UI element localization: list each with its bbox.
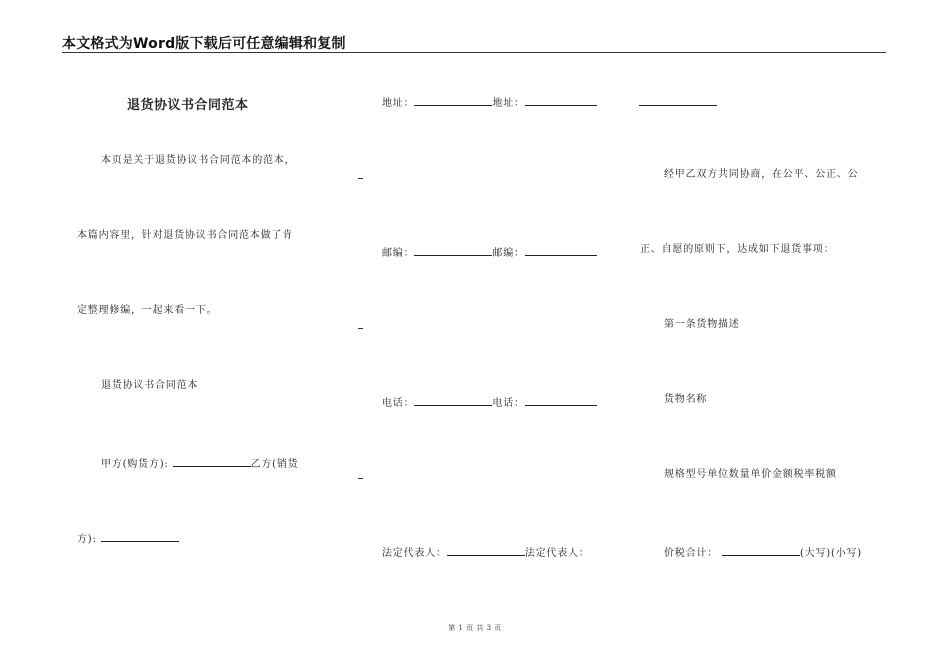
party-a-blank <box>173 455 251 467</box>
top-blank-line <box>639 94 717 110</box>
amount-case-label: (大写)(小写) <box>799 548 862 559</box>
address-label-a: 地址： <box>382 98 415 109</box>
goods-columns-header: 规格型号单位数量单价金额税率税额 <box>664 469 837 480</box>
phone-blank-a <box>414 394 492 406</box>
address-line <box>382 94 597 110</box>
phone-label-b: 电话： <box>492 398 525 409</box>
article-one-heading: 第一条货物描述 <box>664 319 740 330</box>
document-title: 退货协议书合同范本 <box>127 98 249 113</box>
legal-rep-blank <box>447 544 525 556</box>
phone-blank-b <box>525 394 597 406</box>
intro-line-1: 本页是关于退货协议书合同范本的范本， <box>101 155 296 166</box>
column-dash <box>358 328 363 329</box>
postcode-line <box>382 244 597 260</box>
party-line <box>101 455 298 471</box>
postcode-blank-a <box>414 244 492 256</box>
party-b-label: 乙方(销货 <box>250 459 299 470</box>
phone-label-a: 电话： <box>382 398 415 409</box>
address-blank-a <box>414 94 492 106</box>
party-b-line <box>77 530 179 546</box>
postcode-blank-b <box>525 244 597 256</box>
legal-rep-label-a: 法定代表人： <box>382 548 447 559</box>
intro-line-2: 本篇内容里，针对退货协议书合同范本做了肯 <box>77 230 293 241</box>
address-blank-b <box>525 94 597 106</box>
column-dash <box>358 478 363 479</box>
page-number: 第 1 页 共 3 页 <box>448 624 502 632</box>
legal-rep-line <box>382 544 590 560</box>
total-price-line <box>664 544 862 560</box>
party-b-cont-label: 方): <box>77 534 97 545</box>
postcode-label-b: 邮编： <box>492 248 525 259</box>
party-b-blank <box>101 530 179 542</box>
address-label-b: 地址： <box>492 98 525 109</box>
top-blank <box>639 94 717 106</box>
total-price-blank <box>722 544 800 556</box>
agreement-line-1: 经甲乙双方共同协商，在公平、公正、公 <box>664 169 859 180</box>
party-a-label: 甲方(购货方): <box>101 459 169 470</box>
section-heading: 退货协议书合同范本 <box>101 380 199 391</box>
goods-name-label: 货物名称 <box>664 394 708 405</box>
agreement-line-2: 正、自愿的原则下，达成如下退货事项： <box>640 244 835 255</box>
header-title: 本文格式为Word版下载后可任意编辑和复制 <box>62 36 346 52</box>
header-rule <box>62 52 886 53</box>
intro-line-3: 定整理修编，一起来看一下。 <box>77 305 218 316</box>
postcode-label-a: 邮编： <box>382 248 415 259</box>
legal-rep-label-b: 法定代表人： <box>524 548 590 559</box>
phone-line <box>382 394 597 410</box>
total-price-label: 价税合计： <box>664 548 718 559</box>
column-dash <box>358 178 363 179</box>
